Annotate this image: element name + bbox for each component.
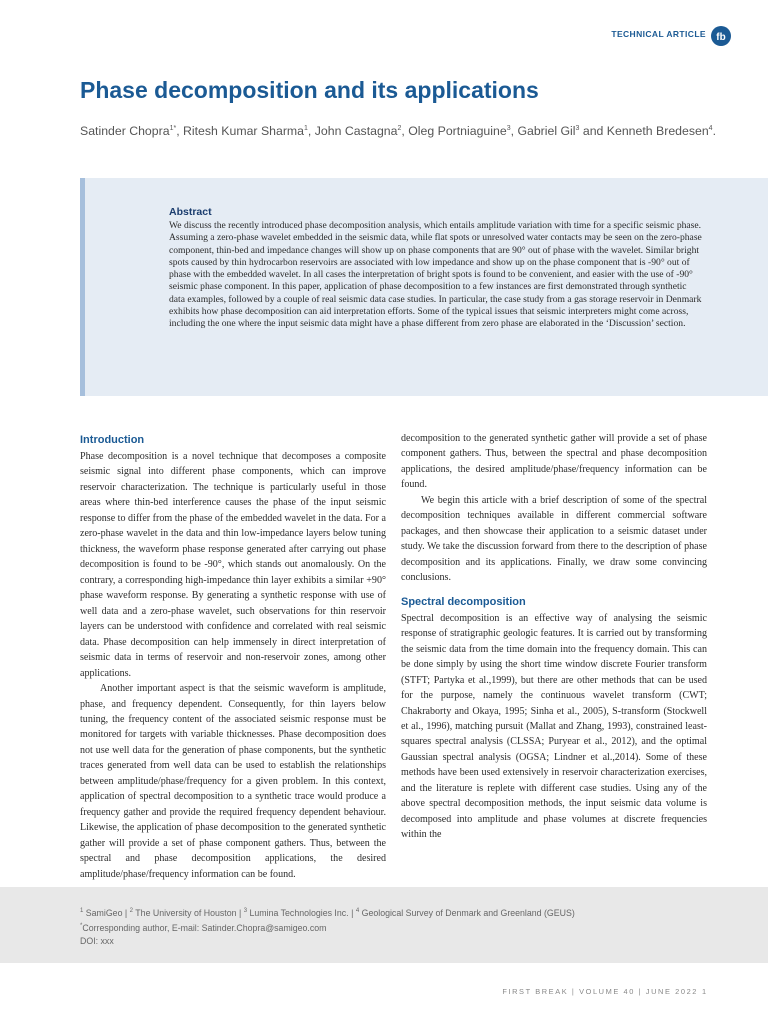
corresponding-author (80, 920, 326, 934)
author-mark: 4 (708, 125, 713, 132)
page-number: 1 (702, 987, 707, 996)
section-heading-spectral-decomposition: Spectral decomposition (401, 595, 526, 608)
author-separator: . (712, 124, 716, 139)
affiliation-mark: 1 (80, 908, 84, 914)
logo-text: fb (716, 32, 726, 43)
author-name: Satinder Chopra (80, 124, 170, 139)
author-name: Oleg Portniaguine (408, 124, 507, 139)
affiliation: Lumina Technologies Inc. (249, 907, 349, 918)
author-mark: 3 (575, 125, 580, 132)
affiliation: Geological Survey of Denmark and Greenland (GEUS) (361, 907, 575, 918)
corresponding-author-text: Corresponding author, E-mail: Satinder.Chopra@samigeo.com (82, 922, 327, 933)
section-heading-introduction: Introduction (80, 434, 145, 446)
affiliations (80, 905, 575, 919)
author-name: John Castagna (314, 124, 398, 139)
abstract-text: We discuss the recently introduced phase decomposition analysis, which entails amplitude variation with time for a specific seismic phase. Assuming a zero-phase wavelet embedded in the seismic data, while flat spots or unresolved water contacts may be seen on the zero-phase component, thin-bed and impedance changes will show up on phase components that are 90° out of phase with the wavelet. Similar bright spots caused by thin hydrocarbon reservoirs are associated with low impedance and show up on the phase component that is -90° out of phase with the embedded wavelet. In all cases the interpretation of bright spots is found to be convenient, and easier with the use of -90° seismic phase component. In this paper, application of phase decomposition to a few instances are first demonstrated through synthetic data examples, followed by a couple of real seismic data case studies. In particular, the case study from a gas storage reservoir in Denmark exhibits how phase decomposition can aid interpretation efforts. Some of the typical issues that seismic interpreters might come across, including the one where the input seismic data might have a phase different from zero phase are elaborated in the ‘Discussion’ section. (169, 220, 702, 330)
affiliation-separator: | (348, 907, 356, 918)
affiliation-separator: | (122, 907, 130, 918)
first-break-logo-icon (711, 26, 731, 46)
author-mark: 1* (169, 125, 177, 132)
affiliation: The University of Houston (135, 907, 237, 918)
paragraph: Phase decomposition is a novel technique that decomposes a composite seismic signal into different phase components, which can improve reservoir characterization. The technique is particularly useful in those areas where thin-bed interference causes the phase of the input seismic response to differ from the phase of the embedded wavelet in the data. For a zero-phase wavelet in the data and thin low-impedance layers below tuning thickness, the waveform phase response generated after carrying out phase decomposition is found to be -90°, which stands out anomalously. On the contrary, a corresponding high-impedance thin layer exhibits a similar +90° phase waveform response. By generating a synthetic response with use of well data and a zero-phase wavelet, such observations for thin reservoir layers can be understood with confidence and correlated with real seismic data. Phase decomposition can help immensely in direct interpretation of seismic data in terms of reservoir and non-reservoir zones, among other applications. (80, 451, 386, 679)
author-mark: 3 (506, 125, 511, 132)
author-name: Kenneth Bredesen (606, 124, 709, 139)
paragraph: Spectral decomposition is an effective way of analysing the seismic response of stratigraphic geologic features. It is carried out by transforming the seismic data from the time domain into the frequency domain. This can be done simply by using the short time window discrete Fourier transform (STFT; Partyka et al.,1999), but there are other methods that can be used for the purpose, namely the continuous wavelet transform (CWT; Chakraborty and Okaya, 1995; Sinha et al., 2005), S-transform (Stockwell et al., 1996), matching pursuit (Mallat and Zhang, 1993), constrained least-squares spectral analysis (CLSSA; Puryear et al., 2012), and the optimal Gaussian spectral analysis (OGSA; Lindner et al.,2014). Some of these methods have been used extensively in reservoir characterization exercises, and the literature is replete with different case studies. Using any of the above spectral decomposition methods, the input seismic data volume is decomposed into amplitude and phase volumes at discrete frequencies within the (401, 612, 707, 841)
paragraph: We begin this article with a brief description of some of the spectral decomposition techniques available in different commercial software packages, and then showcase their application to a seismic dataset under study. We take the discussion forward from there to the description of phase decomposition and its applications. Finally, we draw some convincing conclusions. (401, 494, 707, 584)
affiliation-mark: 2 (129, 908, 133, 914)
author-mark: 2 (397, 125, 402, 132)
corresponding-mark: * (80, 923, 83, 929)
affiliation-mark: 4 (355, 908, 360, 914)
author-mark: 1 (304, 125, 308, 132)
affiliation-separator: | (236, 907, 244, 918)
author-separator: and (579, 124, 607, 139)
author-separator: , (307, 124, 315, 139)
author-separator: , (176, 124, 184, 139)
affiliation-mark: 3 (243, 908, 248, 914)
running-footer: FIRST BREAK | VOLUME 40 | JUNE 2022 (502, 987, 698, 996)
author-list (80, 120, 720, 140)
section-tag: TECHNICAL ARTICLE (611, 29, 706, 39)
abstract-heading: Abstract (169, 206, 212, 218)
author-separator: , (510, 124, 518, 139)
paragraph: Another important aspect is that the seismic waveform is amplitude, phase, and frequency dependent. Consequently, for thin layers below tuning, the frequency content of the associated seismic response must be monitored for targets with variable thicknesses. Phase decomposition does not use well data for the generation of phase components, but the synthetic traces generated from well data can be used to establish the relationships between amplitude/phase/frequency for a given problem. In this context, application of spectral decomposition to a synthetic trace would produce a frequency gather and provide the required frequency dependent behaviour. Likewise, the application of phase decomposition to the generated synthetic gather will provide a set of phase component gathers. Thus, between the spectral and phase decomposition applications, the desired amplitude/phase/frequency information can be found. (80, 683, 386, 880)
left-column (80, 431, 386, 880)
doi: DOI: xxx (80, 936, 114, 946)
paragraph-continuation: decomposition to the generated synthetic gather will provide a set of phase component gathers. Thus, between the spectral and phase decomposition applications, the desired amplitude/phase/frequency information can be found. (401, 433, 707, 491)
affiliation: SamiGeo (85, 907, 123, 918)
right-column (401, 431, 707, 871)
author-separator: , (401, 124, 409, 139)
author-name: Gabriel Gil (517, 124, 576, 139)
author-name: Ritesh Kumar Sharma (183, 124, 304, 139)
article-title: Phase decomposition and its applications (80, 77, 539, 103)
